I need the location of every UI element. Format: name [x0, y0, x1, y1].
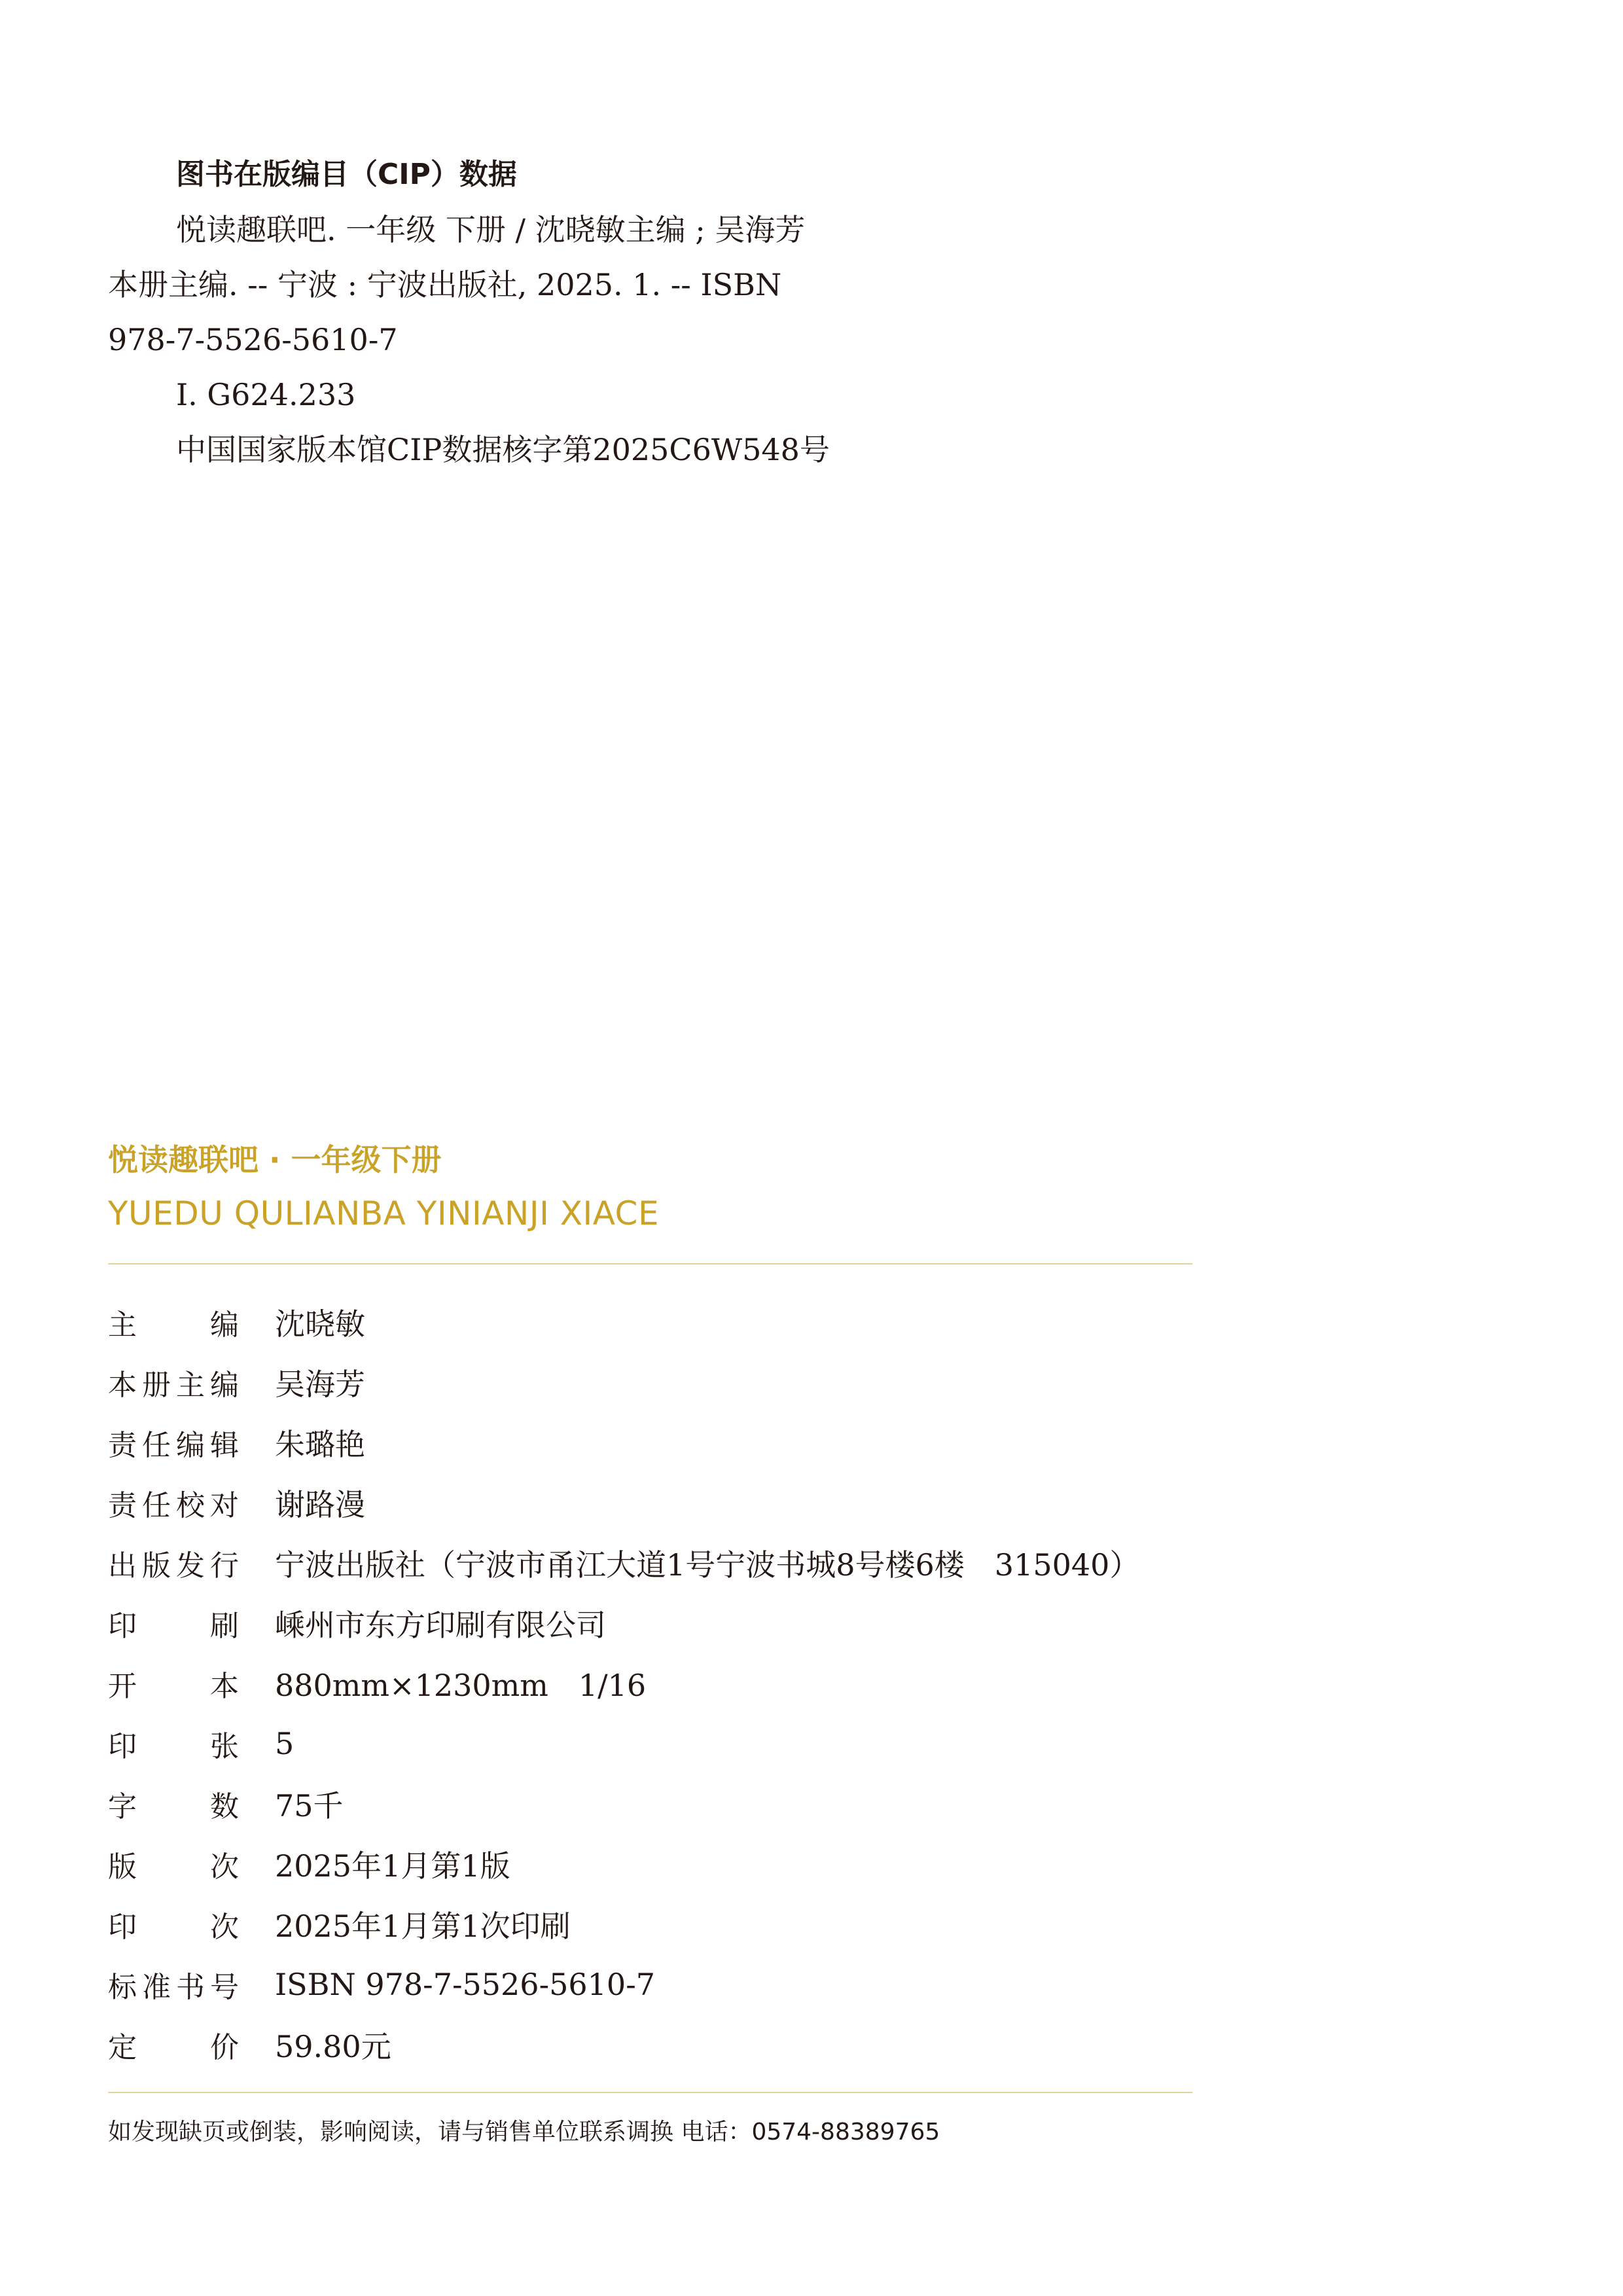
colophon-label-char: 定 — [108, 2031, 137, 2064]
colophon-label-char: 本 — [210, 1670, 239, 1703]
cip-line-2: 本册主编. -- 宁波 : 宁波出版社, 2025. 1. -- ISBN — [108, 267, 782, 302]
colophon-label-char: 印 — [108, 1609, 137, 1643]
colophon-value: 75千 — [275, 1788, 344, 1823]
colophon-label-char: 数 — [210, 1790, 239, 1823]
colophon-row — [108, 1593, 1214, 1653]
colophon-row — [108, 1473, 1214, 1533]
colophon-label-char: 版 — [108, 1850, 137, 1884]
colophon-row — [108, 1834, 1214, 1894]
colophon-label — [108, 1482, 239, 1524]
colophon-value: 宁波出版社（宁波市甬江大道1号宁波书城8号楼6楼 315040） — [275, 1547, 1140, 1583]
colophon-row — [108, 1412, 1214, 1473]
colophon-label-char: 对 — [210, 1489, 239, 1522]
colophon-label — [108, 1903, 239, 1945]
bottom-divider — [108, 2092, 1192, 2093]
colophon-label-char: 主 — [176, 1369, 205, 1402]
colophon-value: ISBN 978-7-5526-5610-7 — [275, 1967, 655, 2002]
colophon-row — [108, 2015, 1214, 2075]
cip-line-5: 中国国家版本馆CIP数据核字第2025C6W548号 — [176, 432, 830, 467]
colophon-label-char: 准 — [142, 1971, 171, 2004]
colophon-label-char: 校 — [176, 1489, 205, 1522]
colophon-label-char: 张 — [210, 1730, 239, 1763]
cip-line-3: 978-7-5526-5610-7 — [108, 322, 398, 357]
colophon-label-char: 行 — [210, 1549, 239, 1583]
cip-block — [108, 147, 880, 477]
colophon-label-char: 号 — [210, 1971, 239, 2004]
colophon-label — [108, 1662, 239, 1704]
colophon-label-char: 价 — [210, 2031, 239, 2064]
colophon-label-char: 书 — [176, 1971, 205, 2004]
colophon-label-char: 主 — [108, 1308, 137, 1342]
colophon-value: 嵊州市东方印刷有限公司 — [275, 1607, 606, 1643]
colophon-label-char: 任 — [142, 1489, 171, 1522]
colophon-label-char: 册 — [142, 1369, 171, 1402]
colophon-label-char: 刷 — [210, 1609, 239, 1643]
colophon-row — [108, 1292, 1214, 1352]
colophon-row — [108, 1774, 1214, 1834]
colophon-label — [108, 2024, 239, 2066]
colophon-value: 2025年1月第1次印刷 — [275, 1909, 571, 1944]
colophon-label-char: 辑 — [210, 1429, 239, 1462]
colophon-value: 谢路漫 — [275, 1487, 365, 1522]
colophon-label-char: 责 — [108, 1429, 137, 1462]
colophon-label-char: 编 — [210, 1308, 239, 1342]
colophon-row — [108, 1533, 1214, 1593]
colophon-label-char: 次 — [210, 1910, 239, 1944]
colophon-row — [108, 1954, 1214, 2015]
cip-line-1: 悦读趣联吧. 一年级 下册 / 沈晓敏主编 ; 吴海芳 — [176, 212, 806, 247]
colophon-label-char: 本 — [108, 1369, 137, 1402]
colophon-label — [108, 1361, 239, 1403]
colophon-row — [108, 1713, 1214, 1774]
colophon-label-char: 标 — [108, 1971, 137, 2004]
colophon-row — [108, 1894, 1214, 1954]
colophon-label — [108, 1542, 239, 1584]
cip-heading: 图书在版编目（CIP）数据 — [176, 158, 517, 191]
colophon-label-char: 印 — [108, 1730, 137, 1763]
colophon-label-char: 编 — [176, 1429, 205, 1462]
colophon-label-char: 开 — [108, 1670, 137, 1703]
colophon-label-char: 任 — [142, 1429, 171, 1462]
footer-notice: 如发现缺页或倒装，影响阅读，请与销售单位联系调换 电话：0574-88389765 — [108, 2119, 940, 2145]
colophon-row — [108, 1653, 1214, 1713]
colophon-value: 2025年1月第1版 — [275, 1848, 510, 1884]
colophon-value: 沈晓敏 — [275, 1306, 365, 1342]
book-title-pinyin: YUEDU QULIANBA YINIANJI XIACE — [108, 1194, 660, 1232]
colophon-value: 880mm×1230mm 1/16 — [275, 1668, 647, 1703]
colophon-label — [108, 1964, 239, 2005]
colophon-label-char: 编 — [210, 1369, 239, 1402]
colophon-label-char: 发 — [176, 1549, 205, 1583]
colophon-label — [108, 1422, 239, 1463]
colophon-label-char: 版 — [142, 1549, 171, 1583]
colophon-value: 59.80元 — [275, 2029, 391, 2064]
colophon-label-char: 次 — [210, 1850, 239, 1884]
cip-line-4: Ⅰ. G624.233 — [176, 377, 356, 412]
colophon-label — [108, 1602, 239, 1644]
colophon-value: 5 — [275, 1726, 294, 1761]
book-title-chinese: 悦读趣联吧 · 一年级下册 — [108, 1142, 442, 1177]
colophon-label-char: 字 — [108, 1790, 137, 1823]
colophon-label-char: 出 — [108, 1549, 137, 1583]
colophon-label — [108, 1843, 239, 1885]
colophon-value: 朱璐艳 — [275, 1427, 365, 1462]
top-divider — [108, 1263, 1192, 1265]
colophon-label-char: 责 — [108, 1489, 137, 1522]
colophon-label-char: 印 — [108, 1910, 137, 1944]
colophon-label — [108, 1301, 239, 1343]
colophon-label — [108, 1783, 239, 1825]
colophon-value: 吴海芳 — [275, 1367, 365, 1402]
colophon-label — [108, 1723, 239, 1765]
colophon-row — [108, 1352, 1214, 1412]
colophon-table — [108, 1292, 1214, 2075]
